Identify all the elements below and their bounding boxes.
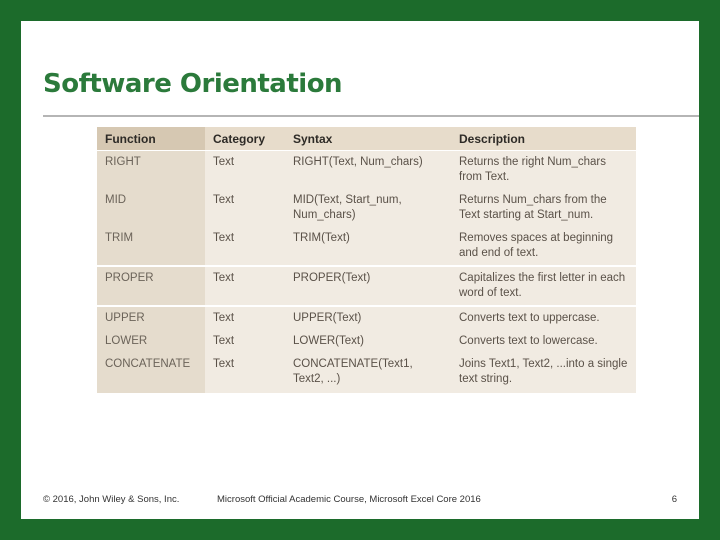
cell-description: Capitalizes the first letter in each word of text. — [451, 266, 636, 306]
table-row — [97, 151, 636, 190]
title-divider — [43, 115, 699, 117]
table-row — [97, 227, 636, 266]
table-row — [97, 189, 636, 227]
cell-category: Text — [213, 156, 235, 168]
cell-description: Converts text to uppercase. — [451, 306, 636, 330]
cell-syntax: TRIM(Text) — [293, 232, 350, 244]
cell-category: Text — [213, 232, 235, 244]
cell-description: Removes spaces at beginning and end of text. — [459, 232, 614, 259]
cell-category: Text — [205, 306, 285, 330]
page-number: 6 — [671, 494, 677, 505]
table-row — [97, 330, 636, 353]
cell-category: Text — [213, 335, 235, 347]
cell-function: MID — [97, 189, 205, 227]
cell-description: Returns Num_chars from the Text starting at Start_num. — [459, 194, 607, 221]
header-category: Category — [205, 127, 285, 151]
cell-syntax: RIGHT(Text, Num_chars) — [293, 156, 423, 168]
cell-function: PROPER — [97, 266, 205, 306]
table-header-row — [97, 127, 636, 151]
cell-category: Text — [213, 194, 235, 206]
copyright-footer: © 2016, John Wiley & Sons, Inc. — [43, 494, 180, 505]
course-footer: Microsoft Official Academic Course, Microsoft Excel Core 2016 — [217, 494, 481, 505]
cell-category: Text — [213, 358, 235, 370]
cell-syntax: UPPER(Text) — [285, 306, 451, 330]
table-row — [97, 306, 636, 330]
header-syntax: Syntax — [285, 127, 451, 151]
cell-function: LOWER — [97, 330, 205, 353]
table-row — [97, 266, 636, 306]
cell-function: CONCATENATE — [97, 353, 205, 393]
cell-syntax: MID(Text, Start_num, Num_chars) — [293, 194, 402, 221]
cell-description: Converts text to lowercase. — [459, 335, 598, 347]
cell-function: UPPER — [97, 306, 205, 330]
table-row — [97, 353, 636, 393]
cell-description: Joins Text1, Text2, ...into a single text string. — [459, 358, 628, 385]
slide — [21, 21, 699, 519]
cell-description: Returns the right Num_chars from Text. — [459, 156, 607, 183]
cell-function: RIGHT — [97, 151, 205, 190]
text-functions-table — [97, 127, 636, 393]
cell-category: Text — [205, 266, 285, 306]
slide-title: Software Orientation — [43, 69, 343, 99]
header-description: Description — [451, 127, 636, 151]
cell-syntax: PROPER(Text) — [285, 266, 451, 306]
cell-function: TRIM — [97, 227, 205, 266]
cell-syntax: CONCATENATE(Text1, Text2, ...) — [293, 358, 413, 385]
header-function: Function — [97, 127, 205, 151]
cell-syntax: LOWER(Text) — [293, 335, 364, 347]
